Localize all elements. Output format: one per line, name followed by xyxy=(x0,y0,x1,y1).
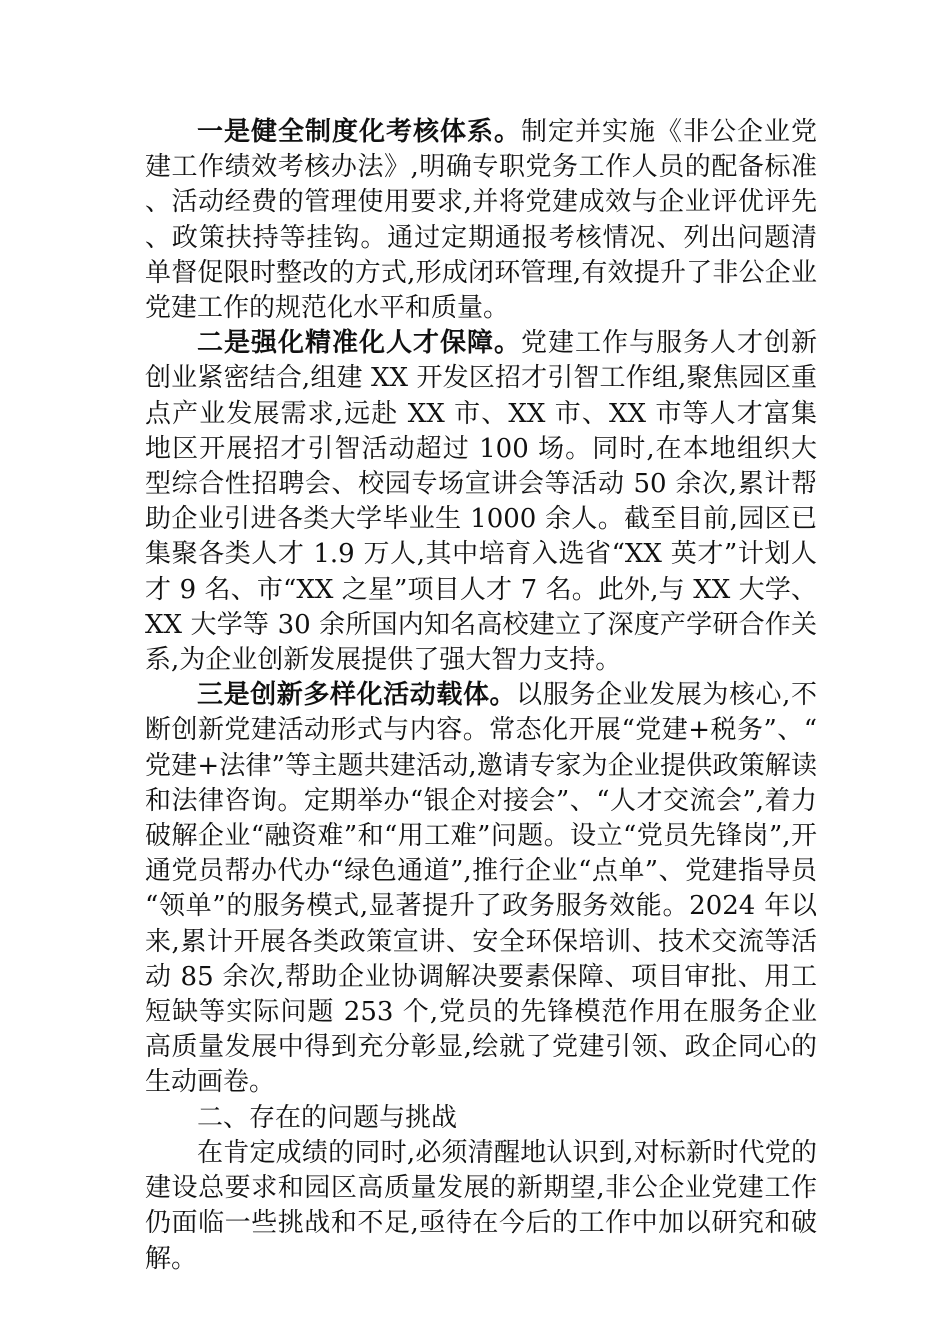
paragraph-lead: 三是创新多样化活动载体。 xyxy=(197,680,517,711)
paragraph-activity-carriers xyxy=(145,678,817,1100)
paragraph-lead: 二是强化精准化人才保障。 xyxy=(197,328,521,359)
paragraph-assessment-system xyxy=(145,115,817,326)
paragraph-lead: 一是健全制度化考核体系。 xyxy=(197,117,521,147)
paragraph-closing: 在肯定成绩的同时,必须清醒地认识到,对标新时代党的建设总要求和园区高质量发展的新期望,非公企业党建工作仍面临一些挑战和不足,亟待在今后的工作中加以研究和破解。 xyxy=(145,1137,817,1274)
paragraph-text: 党建工作与服务人才创新创业紧密结合,组建 XX 开发区招才引智工作组,聚焦园区重点产业发展需求,远赴 XX 市、XX 市、XX 市等人才富集地区开展招才引智活动超过 100 场。同时,在本地组织大型综合性招聘会、校园专场宣讲会等活动 50 余次,累计帮助企业引进各类大学毕业生 1000 余人。截至目前,园区已集聚各类人才 1.9 万人,其中培育入选省“XX 英才”计划人才 9 名、市“XX 之星”项目人才 7 名。此外,与 XX 大学、XX 大学等 30 余所国内知名高校建立了深度产学研合作关系,为企业创新发展提供了强大智力支持。 xyxy=(145,328,817,676)
section-heading: 二、存在的问题与挑战 xyxy=(197,1102,458,1133)
paragraph-text: 以服务企业发展为核心,不断创新党建活动形式与内容。常态化开展“党建+税务”、“党建+法律”等主题共建活动,邀请专家为企业提供政策解读和法律咨询。定期举办“银企对接会”、“人才交流会”,着力破解企业“融资难”和“用工难”问题。设立“党员先锋岗”,开通党员帮办代办“绿色通道”,推行企业“点单”、党建指导员“领单”的服务模式,显著提升了政务服务效能。2024 年以来,累计开展各类政策宣讲、安全环保培训、技术交流等活动 85 余次,帮助企业协调解决要素保障、项目审批、用工短缺等实际问题 253 个,党员的先锋模范作用在服务企业高质量发展中得到充分彰显,绘就了党建引领、政企同心的生动画卷。 xyxy=(145,680,817,1098)
paragraph-text: 制定并实施《非公企业党建工作绩效考核办法》,明确专职党务工作人员的配备标准、活动经费的管理使用要求,并将党建成效与企业评优评先、政策扶持等挂钩。通过定期通报考核情况、列出问题清单督促限时整改的方式,形成闭环管理,有效提升了非公企业党建工作的规范化水平和质量。 xyxy=(145,117,817,324)
document-body xyxy=(145,115,817,1277)
paragraph-talent-support xyxy=(145,326,817,678)
